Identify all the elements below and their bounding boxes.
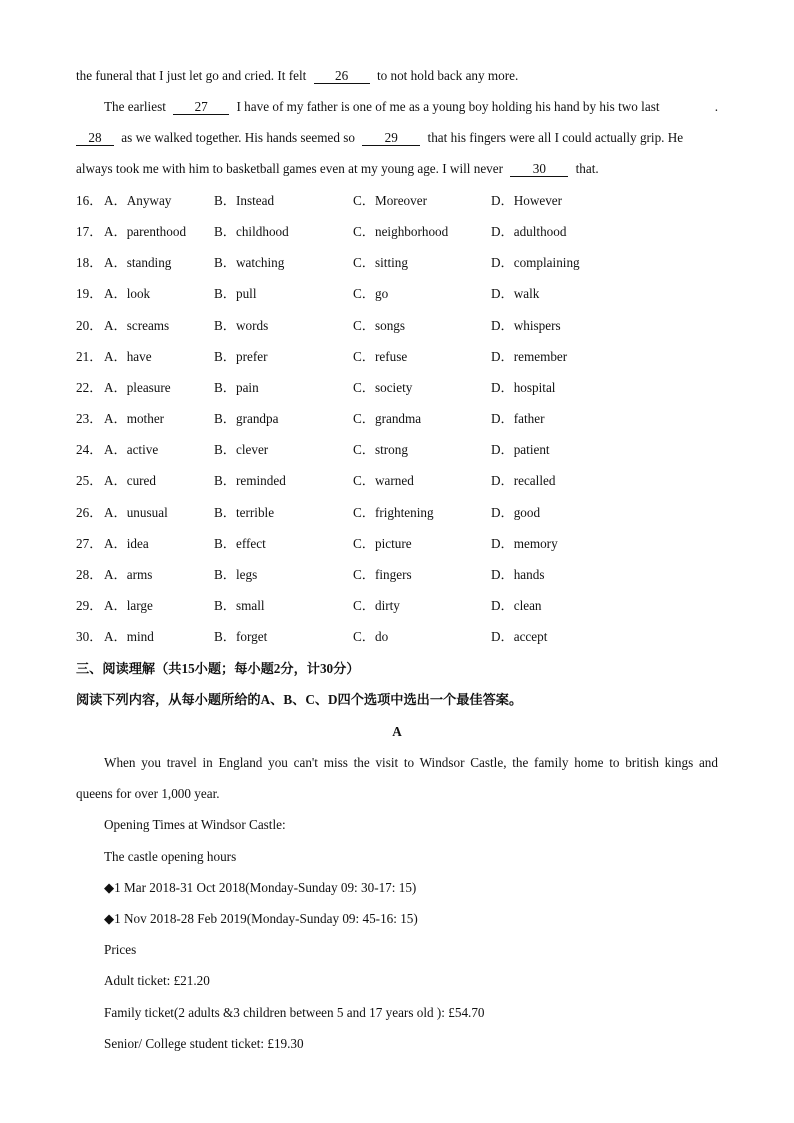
option-d: D．remember — [491, 349, 568, 364]
option-c: C．refuse — [353, 349, 408, 364]
option-c: C．warned — [353, 473, 414, 488]
option-b: B．Instead — [214, 193, 275, 208]
section-title: 三、阅读理解（共15小题；每小题2分，计30分） — [76, 661, 360, 676]
option-a: A．standing — [104, 255, 172, 270]
passage-text: to not hold back any more. — [376, 68, 519, 83]
option-c: C．do — [353, 629, 389, 644]
question-number: 25． — [76, 473, 103, 488]
blank-28: 28 — [76, 131, 114, 146]
opening-hours-1: ◆1 Mar 2018-31 Oct 2018(Monday-Sunday 09: 30-17: 15) — [104, 880, 417, 895]
blank-29: 29 — [362, 131, 420, 146]
question-number: 24． — [76, 442, 103, 457]
reading-intro-text: When you travel in England you can't miss the visit to Windsor Castle, the family home to british kings and — [104, 755, 718, 770]
option-d: D．father — [491, 411, 545, 426]
option-a: A．mind — [104, 629, 154, 644]
part-label: A — [392, 724, 402, 739]
price-family: Family ticket(2 adults &3 children between 5 and 17 years old ): £54.70 — [104, 1005, 485, 1020]
option-d: D．clean — [491, 598, 542, 613]
option-b: B．watching — [214, 255, 285, 270]
passage-text: The earliest — [104, 99, 166, 114]
price-adult: Adult ticket: £21.20 — [104, 973, 210, 988]
question-number: 21． — [76, 349, 103, 364]
passage-text: I have of my father is one of me as a young boy holding his hand by his two last — [236, 99, 660, 114]
question-number: 30． — [76, 629, 103, 644]
option-c: C．strong — [353, 442, 408, 457]
option-d: D．good — [491, 505, 541, 520]
passage-text: that. — [575, 161, 599, 176]
price-senior: Senior/ College student ticket: £19.30 — [104, 1036, 304, 1051]
question-number: 18． — [76, 255, 103, 270]
option-c: C．dirty — [353, 598, 400, 613]
option-b: B．small — [214, 598, 265, 613]
option-b: B．pull — [214, 286, 257, 301]
option-d: D．patient — [491, 442, 550, 457]
option-a: A．have — [104, 349, 152, 364]
option-d: D．whispers — [491, 318, 561, 333]
option-c: C．picture — [353, 536, 412, 551]
passage-line-1 — [76, 68, 518, 84]
option-b: B．reminded — [214, 473, 286, 488]
blank-30: 30 — [510, 162, 568, 177]
option-c: C．society — [353, 380, 413, 395]
blank-27: 27 — [173, 100, 229, 115]
option-b: B．clever — [214, 442, 269, 457]
passage-dot: . — [714, 99, 718, 114]
reading-intro-line-2: queens for over 1,000 year. — [76, 786, 220, 801]
option-b: B．grandpa — [214, 411, 279, 426]
passage-line-4 — [76, 161, 599, 177]
option-a: A．parenthood — [104, 224, 187, 239]
question-number: 27． — [76, 536, 103, 551]
option-d: D．recalled — [491, 473, 556, 488]
passage-line-3 — [76, 130, 683, 146]
option-b: B．forget — [214, 629, 268, 644]
option-a: A．screams — [104, 318, 170, 333]
option-b: B．terrible — [214, 505, 275, 520]
prices-title: Prices — [104, 942, 137, 957]
option-a: A．pleasure — [104, 380, 171, 395]
option-b: B．childhood — [214, 224, 289, 239]
question-number: 20． — [76, 318, 103, 333]
option-d: D．memory — [491, 536, 558, 551]
passage-line-2 — [104, 99, 718, 115]
option-d: D．hands — [491, 567, 545, 582]
question-number: 16． — [76, 193, 103, 208]
option-c: C．neighborhood — [353, 224, 449, 239]
option-d: D．accept — [491, 629, 548, 644]
question-number: 19． — [76, 286, 103, 301]
option-c: C．songs — [353, 318, 406, 333]
option-a: A．Anyway — [104, 193, 172, 208]
option-a: A．active — [104, 442, 159, 457]
question-number: 17． — [76, 224, 103, 239]
opening-times-title: Opening Times at Windsor Castle: — [104, 817, 286, 832]
option-c: C．grandma — [353, 411, 422, 426]
question-number: 23． — [76, 411, 103, 426]
passage-text: the funeral that I just let go and cried. It felt — [76, 68, 307, 83]
option-d: D．hospital — [491, 380, 556, 395]
question-number: 26． — [76, 505, 103, 520]
option-c: C．frightening — [353, 505, 434, 520]
section-instruction: 阅读下列内容，从每小题所给的A、B、C、D四个选项中选出一个最佳答案。 — [76, 692, 523, 707]
option-c: C．fingers — [353, 567, 412, 582]
option-a: A．arms — [104, 567, 153, 582]
option-b: B．legs — [214, 567, 258, 582]
option-b: B．words — [214, 318, 269, 333]
opening-hours-title: The castle opening hours — [104, 849, 237, 864]
option-b: B．effect — [214, 536, 266, 551]
option-a: A．look — [104, 286, 151, 301]
option-d: D．complaining — [491, 255, 580, 270]
option-a: A．large — [104, 598, 153, 613]
reading-intro-line-1 — [104, 755, 718, 771]
option-b: B．pain — [214, 380, 259, 395]
option-d: D．walk — [491, 286, 540, 301]
passage-text: that his fingers were all I could actually grip. He — [427, 130, 684, 145]
option-c: C．go — [353, 286, 389, 301]
option-a: A．mother — [104, 411, 165, 426]
blank-26: 26 — [314, 69, 370, 84]
question-number: 28． — [76, 567, 103, 582]
passage-text: always took me with him to basketball games even at my young age. I will never — [76, 161, 504, 176]
option-a: A．idea — [104, 536, 149, 551]
question-number: 22． — [76, 380, 103, 395]
option-a: A．cured — [104, 473, 156, 488]
option-d: D．adulthood — [491, 224, 567, 239]
option-c: C．sitting — [353, 255, 408, 270]
option-c: C．Moreover — [353, 193, 427, 208]
question-number: 29． — [76, 598, 103, 613]
option-a: A．unusual — [104, 505, 168, 520]
option-d: D．However — [491, 193, 563, 208]
passage-text: as we walked together. His hands seemed so — [121, 130, 355, 145]
option-b: B．prefer — [214, 349, 268, 364]
opening-hours-2: ◆1 Nov 2018-28 Feb 2019(Monday-Sunday 09: 45-16: 15) — [104, 911, 418, 926]
